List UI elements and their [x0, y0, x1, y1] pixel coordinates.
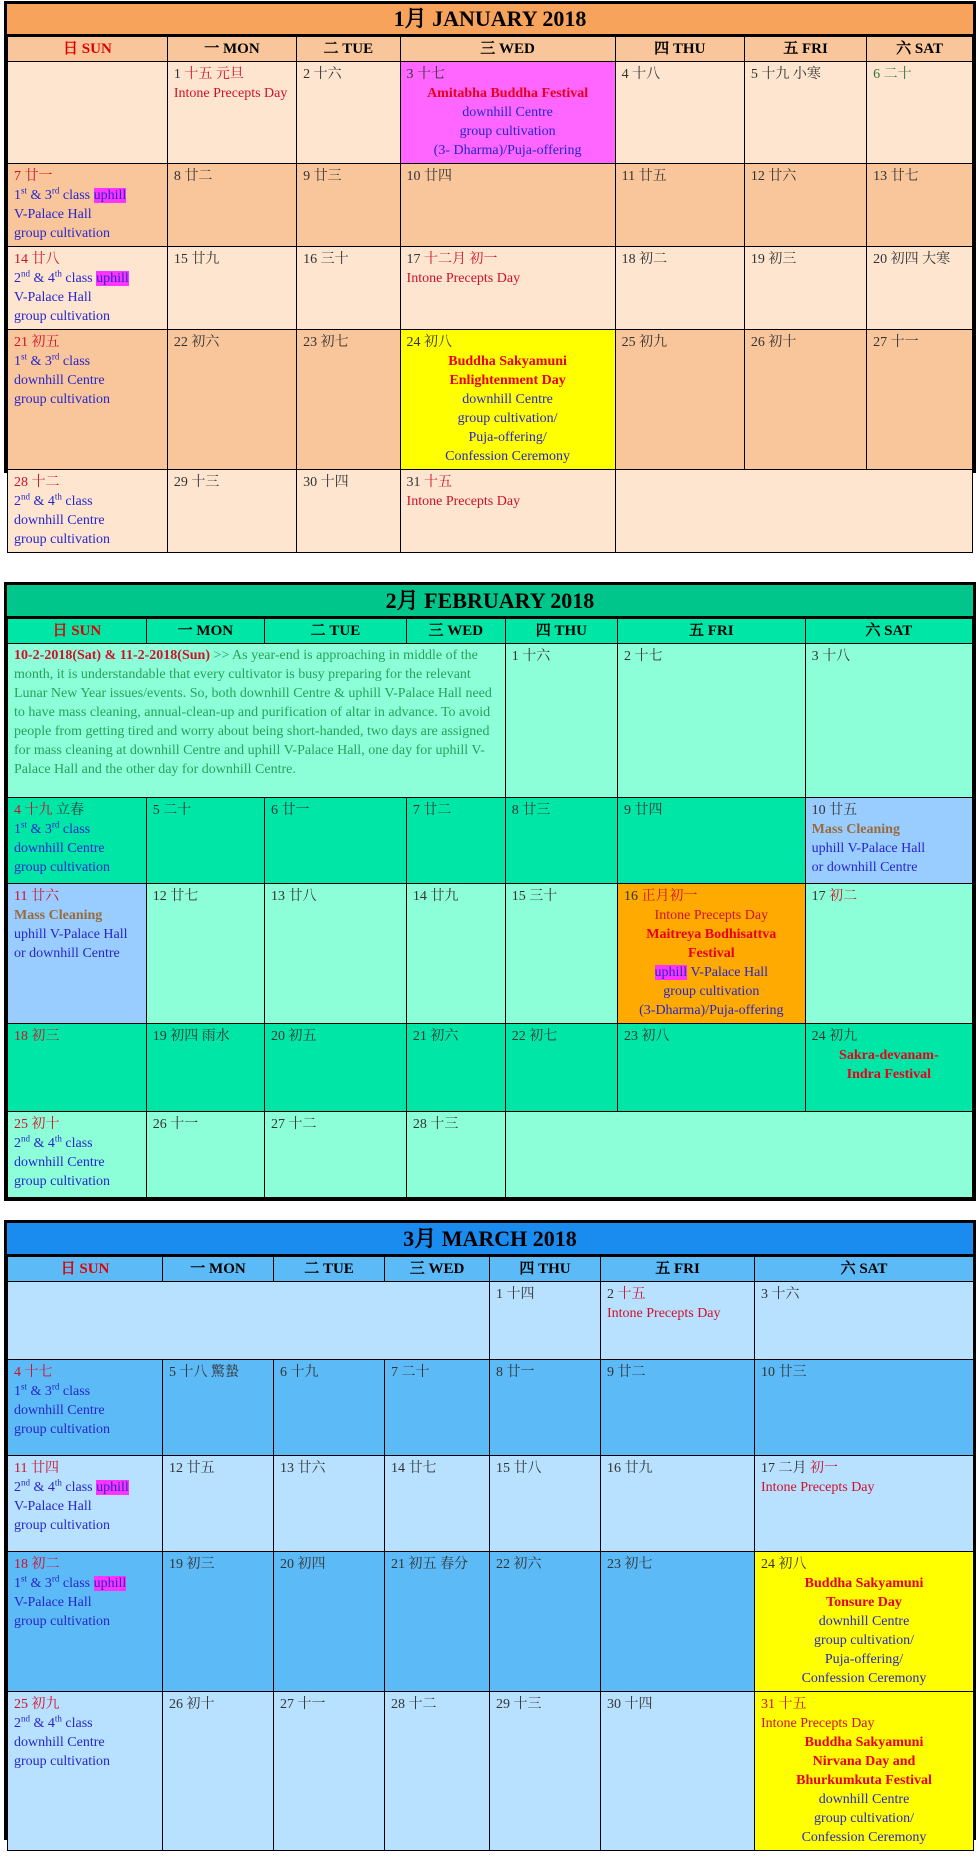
day-cell: 20 初四 大寒: [867, 247, 973, 330]
weekday-tue: 二 TUE: [274, 1257, 385, 1282]
day-cell: 27 十一: [867, 330, 973, 470]
day-cell: 8 廿三: [505, 798, 617, 884]
day-cell: 30 十四: [601, 1692, 755, 1851]
day-cell-empty: [8, 62, 168, 164]
day-cell: 1 十四: [490, 1282, 601, 1360]
day-cell: 2 十七: [617, 644, 805, 798]
day-cell-class: 4 十七 1st & 3rd class downhill Centre group cultivation: [8, 1360, 163, 1456]
day-cell: 1 十五 元旦 Intone Precepts Day: [167, 62, 296, 164]
event-cell-nirvana: 31 十五 Intone Precepts Day Buddha Sakyamuni Nirvana Day and Bhurkumkuta Festival downhill Centre group cultivation/ Confession Ceremony: [755, 1692, 974, 1851]
day-cell: 12 廿六: [744, 164, 866, 247]
day-cell-class: 28 十二 2nd & 4th class downhill Centre group cultivation: [8, 470, 168, 553]
weekday-thu: 四 THU: [615, 37, 744, 62]
weekday-thu: 四 THU: [490, 1257, 601, 1282]
day-cell: 26 初十: [163, 1692, 274, 1851]
day-cell: 14 廿九: [406, 884, 505, 1024]
february-title: 2月 FEBRUARY 2018: [7, 585, 973, 618]
day-cell: 20 初五: [265, 1024, 407, 1112]
weekday-sun: 日 SUN: [8, 1257, 163, 1282]
day-cell: 27 十二: [265, 1112, 407, 1198]
day-cell: 26 初十: [744, 330, 866, 470]
day-cell: 2 十六: [297, 62, 400, 164]
day-cell: 10 廿三: [755, 1360, 974, 1456]
day-cell-class: 11 廿四 2nd & 4th class uphill V-Palace Hall group cultivation: [8, 1456, 163, 1552]
day-cell-empty: [615, 470, 972, 553]
march-title: 3月 MARCH 2018: [7, 1223, 973, 1256]
day-cell: 9 廿二: [601, 1360, 755, 1456]
day-cell: 31 十五 Intone Precepts Day: [400, 470, 615, 553]
day-cell-class: 14 廿八 2nd & 4th class uphill V-Palace Hall group cultivation: [8, 247, 168, 330]
day-cell: 9 廿四: [617, 798, 805, 884]
day-cell: 3 十八: [805, 644, 972, 798]
day-cell: 19 初三: [744, 247, 866, 330]
weekday-fri: 五 FRI: [601, 1257, 755, 1282]
weekday-wed: 三 WED: [400, 37, 615, 62]
weekday-sat: 六 SAT: [867, 37, 973, 62]
day-cell: 12 廿五: [163, 1456, 274, 1552]
day-cell: 17 初二: [805, 884, 972, 1024]
week-row: [8, 164, 973, 247]
weekday-header: [8, 619, 973, 644]
weekday-tue: 二 TUE: [297, 37, 400, 62]
day-cell: 26 十一: [146, 1112, 264, 1198]
day-cell: 6 廿一: [265, 798, 407, 884]
day-cell: 6 十九: [274, 1360, 385, 1456]
week-row: [8, 1552, 974, 1692]
day-cell: 21 初六: [406, 1024, 505, 1112]
day-cell: 16 廿九: [601, 1456, 755, 1552]
day-cell: 17 十二月 初一 Intone Precepts Day: [400, 247, 615, 330]
weekday-fri: 五 FRI: [744, 37, 866, 62]
day-cell: 14 廿七: [385, 1456, 490, 1552]
day-cell: 13 廿六: [274, 1456, 385, 1552]
weekday-wed: 三 WED: [385, 1257, 490, 1282]
day-cell-class: 21 初五 1st & 3rd class downhill Centre group cultivation: [8, 330, 168, 470]
event-cell-amitabha: 3 十七 Amitabha Buddha Festival downhill Centre group cultivation (3- Dharma)/Puja-offering: [400, 62, 615, 164]
day-cell: 7 廿二: [406, 798, 505, 884]
day-cell: 10 廿四: [400, 164, 615, 247]
event-cell-sakra: 24 初九 Sakra-devanam- Indra Festival: [805, 1024, 972, 1112]
march-calendar: [4, 1220, 976, 1845]
day-cell-class: 25 初九 2nd & 4th class downhill Centre group cultivation: [8, 1692, 163, 1851]
week-row: [8, 1692, 974, 1851]
mass-cleaning-notice: 10-2-2018(Sat) & 11-2-2018(Sun) >> As year-end is approaching in middle of the month, it is understandable that every cultivator is busy preparing for the relevant Lunar New Year issues/events. So, both downhill Centre & uphill V-Palace Hall need to have mass cleaning, annual-clean-up and purification of altar in advance. To avoid people from getting tired and worry about being short-handed, two days are assigned for mass cleaning at downhill Centre and uphill V-Palace Hall, one day for uphill V-Palace Hall and the other day for downhill Centre.: [8, 644, 506, 798]
event-cell-tonsure: 24 初八 Buddha Sakyamuni Tonsure Day downhill Centre group cultivation/ Puja-offering/ Confession Ceremony: [755, 1552, 974, 1692]
day-cell: 20 初四: [274, 1552, 385, 1692]
weekday-fri: 五 FRI: [617, 619, 805, 644]
february-calendar: [4, 582, 976, 1201]
january-calendar: [4, 1, 976, 547]
january-title: 1月 JANUARY 2018: [7, 4, 973, 36]
weekday-sat: 六 SAT: [755, 1257, 974, 1282]
week-row: [8, 1024, 973, 1112]
day-cell: 16 三十: [297, 247, 400, 330]
week-row: [8, 1112, 973, 1198]
day-cell: 18 初二: [615, 247, 744, 330]
day-cell: 17 二月 初一 Intone Precepts Day: [755, 1456, 974, 1552]
week-row: [8, 644, 973, 798]
day-cell: 23 初八: [617, 1024, 805, 1112]
february-grid: [7, 618, 973, 1198]
day-cell-empty: [8, 1282, 490, 1360]
day-cell: 9 廿三: [297, 164, 400, 247]
day-cell: 5 二十: [146, 798, 264, 884]
day-cell: 6 二十: [867, 62, 973, 164]
day-cell: 30 十四: [297, 470, 400, 553]
day-cell-empty: [505, 1112, 972, 1198]
day-cell: 13 廿七: [867, 164, 973, 247]
day-cell: 28 十二: [385, 1692, 490, 1851]
day-cell: 18 初三: [8, 1024, 147, 1112]
day-cell: 22 初七: [505, 1024, 617, 1112]
day-cell: 23 初七: [601, 1552, 755, 1692]
day-cell: 27 十一: [274, 1692, 385, 1851]
day-cell: 22 初六: [167, 330, 296, 470]
event-cell-maitreya: 16 正月初一 Intone Precepts Day Maitreya Bodhisattva Festival uphill V-Palace Hall group cultivation (3-Dharma)/Puja-offering: [617, 884, 805, 1024]
weekday-sat: 六 SAT: [805, 619, 972, 644]
week-row: [8, 1456, 974, 1552]
weekday-mon: 一 MON: [163, 1257, 274, 1282]
day-cell: 29 十三: [490, 1692, 601, 1851]
day-cell: 23 初七: [297, 330, 400, 470]
weekday-sun: 日 SUN: [8, 37, 168, 62]
day-cell: 13 廿八: [265, 884, 407, 1024]
day-cell: 5 十八 驚蟄: [163, 1360, 274, 1456]
weekday-tue: 二 TUE: [265, 619, 407, 644]
day-cell: 12 廿七: [146, 884, 264, 1024]
day-cell: 3 十六: [755, 1282, 974, 1360]
day-cell: 19 初三: [163, 1552, 274, 1692]
weekday-thu: 四 THU: [505, 619, 617, 644]
day-cell: 2 十五 Intone Precepts Day: [601, 1282, 755, 1360]
weekday-wed: 三 WED: [406, 619, 505, 644]
weekday-header: [8, 37, 973, 62]
event-cell-enlightenment: 24 初八 Buddha Sakyamuni Enlightenment Day downhill Centre group cultivation/ Puja-offering/ Confession Ceremony: [400, 330, 615, 470]
weekday-mon: 一 MON: [146, 619, 264, 644]
day-cell: 8 廿二: [167, 164, 296, 247]
day-cell: 21 初五 春分: [385, 1552, 490, 1692]
day-cell: 8 廿一: [490, 1360, 601, 1456]
event-cell-mass-cleaning: 10 廿五 Mass Cleaning uphill V-Palace Hall or downhill Centre: [805, 798, 972, 884]
day-cell: 7 二十: [385, 1360, 490, 1456]
week-row: [8, 798, 973, 884]
week-row: [8, 1360, 974, 1456]
event-cell-mass-cleaning: 11 廿六 Mass Cleaning uphill V-Palace Hall or downhill Centre: [8, 884, 147, 1024]
day-cell: 22 初六: [490, 1552, 601, 1692]
day-cell: 25 初九: [615, 330, 744, 470]
weekday-sun: 日 SUN: [8, 619, 147, 644]
week-row: [8, 1282, 974, 1360]
event-title: Amitabha Buddha Festival: [427, 86, 589, 101]
day-cell: 4 十八: [615, 62, 744, 164]
day-cell-class: 7 廿一 1st & 3rd class uphill V-Palace Hall group cultivation: [8, 164, 168, 247]
week-row: [8, 470, 973, 553]
day-cell: 15 三十: [505, 884, 617, 1024]
day-cell: 28 十三: [406, 1112, 505, 1198]
week-row: [8, 247, 973, 330]
day-cell-class: 18 初二 1st & 3rd class uphill V-Palace Hall group cultivation: [8, 1552, 163, 1692]
january-grid: [7, 36, 973, 553]
week-row: [8, 330, 973, 470]
day-cell-class: 4 十九 立春 1st & 3rd class downhill Centre group cultivation: [8, 798, 147, 884]
day-cell: 1 十六: [505, 644, 617, 798]
week-row: [8, 62, 973, 164]
march-grid: [7, 1256, 974, 1851]
day-cell: 11 廿五: [615, 164, 744, 247]
day-cell: 15 廿八: [490, 1456, 601, 1552]
weekday-header: [8, 1257, 974, 1282]
day-cell: 5 十九 小寒: [744, 62, 866, 164]
day-cell: 19 初四 雨水: [146, 1024, 264, 1112]
week-row: [8, 884, 973, 1024]
day-cell-class: 25 初十 2nd & 4th class downhill Centre group cultivation: [8, 1112, 147, 1198]
weekday-mon: 一 MON: [167, 37, 296, 62]
day-cell: 29 十三: [167, 470, 296, 553]
day-cell: 15 廿九: [167, 247, 296, 330]
